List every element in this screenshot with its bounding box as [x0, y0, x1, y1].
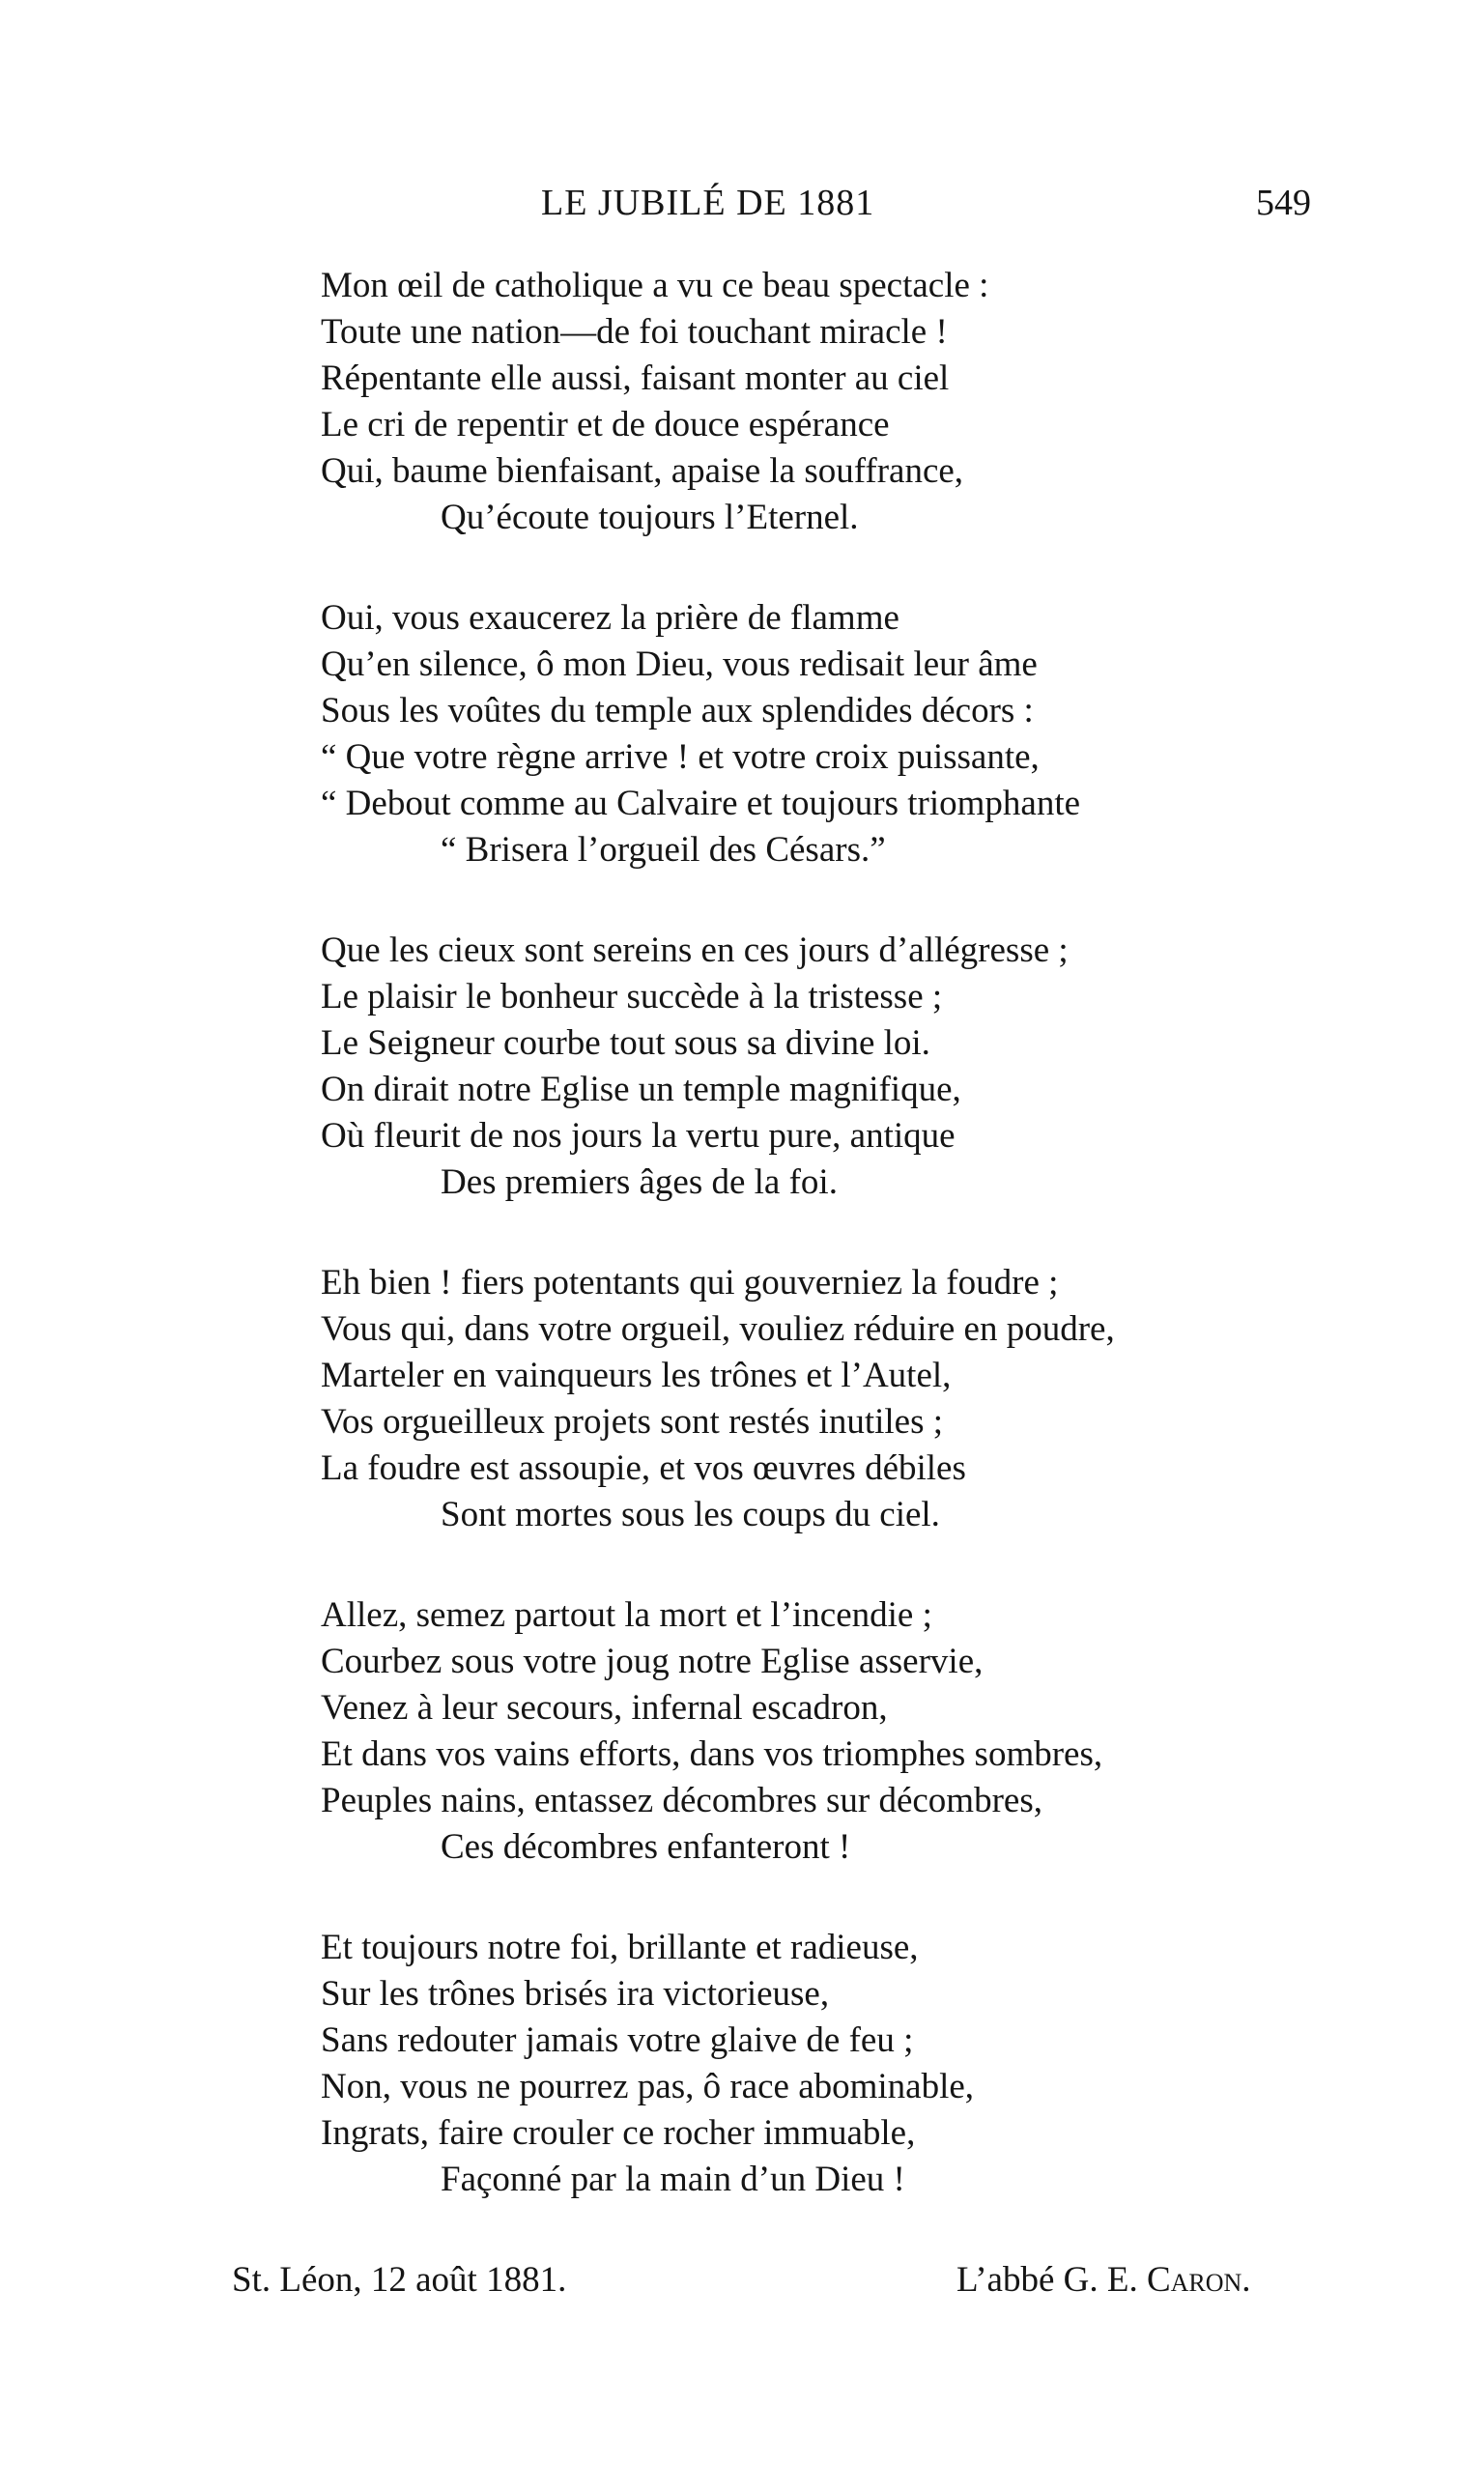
poem-line: Et dans vos vains efforts, dans vos triomphes sombres,	[321, 1734, 1103, 1774]
poem-line: Le cri de repentir et de douce espérance	[321, 405, 890, 444]
poem-line-refrain: Ces décombres enfanteront !	[441, 1827, 851, 1867]
poem-line: Marteler en vainqueurs les trônes et l’Autel,	[321, 1356, 952, 1395]
poem-line-refrain: Des premiers âges de la foi.	[441, 1162, 838, 1202]
author-prefix: L’abbé G. E.	[956, 2260, 1147, 2300]
poem-line: Oui, vous exaucerez la prière de flamme	[321, 598, 899, 638]
poem-line: Sur les trônes brisés ira victorieuse,	[321, 1974, 830, 2014]
page-number: 549	[1256, 183, 1311, 223]
running-head	[0, 182, 1484, 232]
stanza-4	[321, 1260, 1345, 1538]
poem-line: Sans redouter jamais votre glaive de feu ;	[321, 2020, 914, 2060]
poem-line: Qui, baume bienfaisant, apaise la souffrance,	[321, 451, 964, 491]
signature-row	[0, 2259, 1484, 2309]
poem-line: Que les cieux sont sereins en ces jours d’allégresse ;	[321, 931, 1069, 970]
poem-line: Eh bien ! fiers potentants qui gouverniez la foudre ;	[321, 1263, 1059, 1303]
poem-line: “ Debout comme au Calvaire et toujours triomphante	[321, 784, 1081, 823]
poem-line-refrain: Qu’écoute toujours l’Eternel.	[441, 498, 859, 537]
poem-line: Allez, semez partout la mort et l’incendie ;	[321, 1595, 932, 1635]
poem-line-refrain: Sont mortes sous les coups du ciel.	[441, 1495, 940, 1534]
poem-line: Le plaisir le bonheur succède à la tristesse ;	[321, 977, 943, 1016]
stanza-6	[321, 1925, 1345, 2203]
poem-line: Où fleurit de nos jours la vertu pure, antique	[321, 1116, 956, 1156]
poem-line-refrain: “ Brisera l’orgueil des Césars.”	[441, 830, 886, 870]
poem	[321, 263, 1345, 2257]
poem-line: Le Seigneur courbe tout sous sa divine loi.	[321, 1023, 930, 1063]
poem-line: Sous les voûtes du temple aux splendides décors :	[321, 691, 1034, 730]
author-name: Caron.	[1146, 2260, 1251, 2300]
running-title: LE JUBILÉ DE 1881	[541, 183, 875, 223]
poem-line: On dirait notre Eglise un temple magnifique,	[321, 1070, 961, 1109]
poem-line: Courbez sous votre joug notre Eglise asservie,	[321, 1642, 984, 1681]
poem-line: Qu’en silence, ô mon Dieu, vous redisait leur âme	[321, 644, 1038, 684]
poem-line: Peuples nains, entassez décombres sur décombres,	[321, 1781, 1042, 1820]
stanza-1	[321, 263, 1345, 541]
poem-line: Vos orgueilleux projets sont restés inutiles ;	[321, 1402, 944, 1442]
poem-line: Ingrats, faire crouler ce rocher immuable,	[321, 2113, 916, 2153]
poem-line-refrain: Façonné par la main d’un Dieu !	[441, 2160, 905, 2199]
poem-line: La foudre est assoupie, et vos œuvres débiles	[321, 1448, 966, 1488]
poem-line: Mon œil de catholique a vu ce beau spectacle :	[321, 266, 989, 305]
poem-line: Répentante elle aussi, faisant monter au ciel	[321, 358, 950, 398]
place-date: St. Léon, 12 août 1881.	[232, 2260, 567, 2300]
poem-line: “ Que votre règne arrive ! et votre croix puissante,	[321, 737, 1040, 777]
poem-line: Vous qui, dans votre orgueil, vouliez réduire en poudre,	[321, 1309, 1115, 1349]
poem-line: Et toujours notre foi, brillante et radieuse,	[321, 1928, 919, 1967]
poem-line: Non, vous ne pourrez pas, ô race abominable,	[321, 2067, 975, 2106]
stanza-5	[321, 1592, 1345, 1871]
poem-line: Venez à leur secours, infernal escadron,	[321, 1688, 888, 1728]
stanza-3	[321, 928, 1345, 1206]
author-signature	[956, 2259, 1251, 2301]
stanza-2	[321, 595, 1345, 873]
poem-line: Toute une nation—de foi touchant miracle !	[321, 312, 948, 352]
